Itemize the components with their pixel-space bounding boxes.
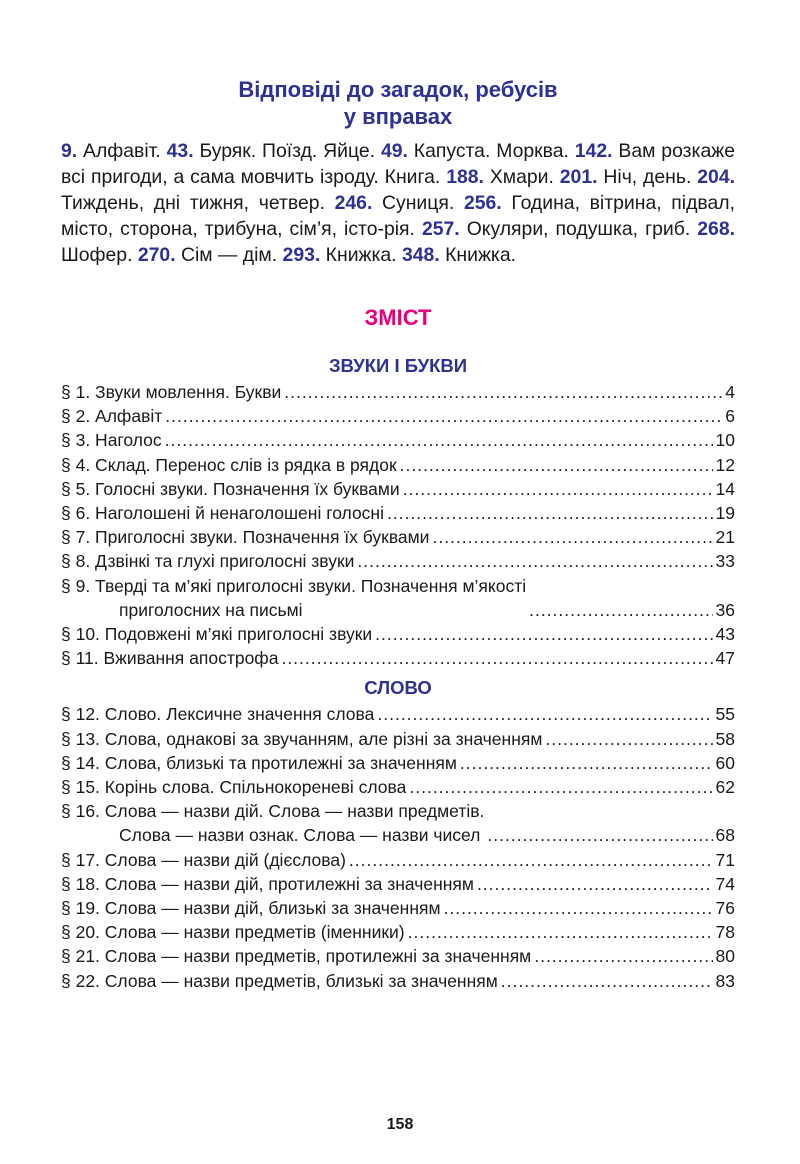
toc-page-number: 60 bbox=[715, 752, 735, 773]
answers-heading-line-2: у вправах bbox=[343, 104, 453, 129]
toc-entry[interactable] bbox=[61, 453, 735, 477]
toc-entry[interactable] bbox=[61, 727, 735, 751]
toc-page-number: 43 bbox=[715, 624, 735, 645]
toc-entry[interactable] bbox=[61, 920, 735, 944]
toc-leader-dots bbox=[349, 848, 713, 872]
toc-entry-title-line: § 18. Слова — назви дій, протилежні за значенням bbox=[61, 873, 474, 894]
toc-entry[interactable] bbox=[61, 969, 735, 993]
toc-entry[interactable] bbox=[61, 428, 735, 452]
toc-page-number: 21 bbox=[715, 527, 735, 548]
answer-number: 257. bbox=[421, 218, 460, 240]
toc-entry-title-line: § 21. Слова — назви предметів, протилежні за значенням bbox=[61, 946, 532, 967]
answer-text: Буряк. Поїзд. Яйце. bbox=[193, 140, 381, 162]
toc-page-number: 4 bbox=[725, 382, 735, 402]
toc-entry[interactable] bbox=[61, 702, 735, 726]
toc-entry-title-line: § 11. Вживання апострофа bbox=[61, 648, 279, 669]
toc-leader-dots bbox=[460, 751, 713, 775]
toc-leader-dots bbox=[529, 598, 712, 622]
answer-number: 268. bbox=[697, 218, 735, 240]
answer-number: 246. bbox=[334, 192, 373, 214]
toc-leader-dots bbox=[357, 549, 712, 573]
toc-entry[interactable] bbox=[61, 896, 735, 920]
toc-page-number: 47 bbox=[715, 648, 735, 669]
answer-text: Книжка. bbox=[320, 244, 402, 266]
toc-entry-title bbox=[61, 799, 484, 847]
toc-entry-title bbox=[61, 848, 346, 872]
answer-number: 9. bbox=[61, 140, 78, 162]
toc-leader-dots bbox=[284, 380, 722, 404]
toc-page-number: 68 bbox=[715, 825, 735, 846]
toc-entry-title-line: § 13. Слова, однакові за звучанням, але різні за значенням bbox=[61, 728, 543, 749]
toc-page-number: 6 bbox=[725, 406, 735, 427]
toc-entry-title-line: § 17. Слова — назви дій (дієслова) bbox=[61, 849, 346, 870]
answer-number: 270. bbox=[137, 244, 176, 266]
toc-leader-dots bbox=[408, 920, 713, 944]
answer-number: 201. bbox=[559, 166, 598, 188]
toc-leader-dots bbox=[281, 646, 712, 670]
toc-entry-title-line: § 16. Слова — назви дій. Слова — назви предметів. bbox=[61, 801, 485, 822]
toc-entry[interactable] bbox=[61, 848, 735, 872]
toc-page-number: 76 bbox=[715, 898, 735, 919]
answer-number: 256. bbox=[463, 192, 502, 214]
toc-entry[interactable] bbox=[61, 574, 735, 622]
answers-heading-line-1: Відповіді до загадок, ребусів bbox=[238, 77, 558, 102]
toc-entry[interactable] bbox=[61, 477, 735, 501]
answer-text: Шофер. bbox=[61, 244, 138, 266]
toc-entry-title bbox=[61, 574, 526, 622]
answer-text: Тиждень, дні тижня, четвер. bbox=[61, 192, 335, 214]
toc-entry-title bbox=[61, 477, 400, 501]
toc-entry-title bbox=[61, 501, 384, 525]
toc-entry-title bbox=[61, 549, 354, 573]
toc-entry-title bbox=[61, 404, 162, 428]
toc-leader-dots bbox=[165, 428, 713, 452]
toc-entry[interactable] bbox=[61, 775, 735, 799]
toc-entry-title-line: § 4. Склад. Перенос слів із рядка в рядок bbox=[61, 454, 397, 475]
toc-entry-title bbox=[61, 727, 542, 751]
toc-page-number: 78 bbox=[715, 922, 735, 943]
toc-leader-dots bbox=[377, 702, 712, 726]
toc-entry-title bbox=[61, 920, 405, 944]
toc-entry-title bbox=[61, 380, 281, 404]
toc-entry-title-line: § 19. Слова — назви дій, близькі за значенням bbox=[61, 898, 441, 919]
answer-text: Ніч, день. bbox=[597, 166, 698, 188]
toc-entry-title-continuation: Слова — назви ознак. Слова — назви чисел bbox=[119, 825, 481, 846]
toc-leader-dots bbox=[487, 823, 712, 847]
toc-leader-dots bbox=[477, 872, 713, 896]
toc-entry-title bbox=[61, 525, 429, 549]
toc-leader-dots bbox=[444, 896, 713, 920]
toc-page-number: 80 bbox=[715, 946, 735, 967]
toc-entry-title bbox=[61, 751, 457, 775]
answer-number: 293. bbox=[282, 244, 321, 266]
toc-entry-title-line: § 2. Алфавіт bbox=[61, 406, 163, 427]
toc-entry-title-line: § 15. Корінь слова. Спільнокореневі слова bbox=[61, 777, 407, 798]
contents-title: ЗМІСТ bbox=[364, 305, 432, 330]
toc-entry-title bbox=[61, 775, 406, 799]
toc-entry-title-line: § 20. Слова — назви предметів (іменники) bbox=[61, 922, 405, 943]
toc-entry-title bbox=[61, 646, 278, 670]
section-title-word: СЛОВО bbox=[364, 677, 432, 699]
toc-page-number: 55 bbox=[715, 704, 735, 725]
toc-entry-title-continuation: приголосних на письмі bbox=[119, 599, 303, 620]
toc-entry-title-line: § 1. Звуки мовлення. Букви bbox=[61, 382, 282, 402]
toc-leader-dots bbox=[545, 727, 712, 751]
toc-entry-title bbox=[61, 702, 374, 726]
toc-entry[interactable] bbox=[61, 622, 735, 646]
answer-text: Книжка. bbox=[439, 244, 516, 266]
toc-page-number: 62 bbox=[715, 777, 735, 798]
toc-entry-title-line: § 6. Наголошені й ненаголошені голосні bbox=[61, 503, 384, 524]
toc-entry-title bbox=[61, 622, 372, 646]
toc-entry[interactable] bbox=[61, 646, 735, 670]
toc-page-number: 74 bbox=[715, 873, 735, 894]
answers-heading bbox=[61, 76, 735, 130]
toc-entry-title bbox=[61, 872, 474, 896]
toc-leader-dots bbox=[165, 404, 722, 428]
toc-list-word bbox=[61, 702, 735, 992]
toc-entry-title-line: § 14. Слова, близькі та протилежні за значенням bbox=[61, 752, 457, 773]
answer-text: Сім — дім. bbox=[175, 244, 283, 266]
toc-page-number: 36 bbox=[715, 599, 735, 620]
toc-entry[interactable] bbox=[61, 380, 735, 404]
answer-number: 188. bbox=[446, 166, 484, 188]
answer-text: Окуляри, подушка, гриб. bbox=[459, 218, 698, 240]
toc-leader-dots bbox=[387, 501, 713, 525]
answer-number: 43. bbox=[166, 140, 194, 162]
toc-leader-dots bbox=[403, 477, 713, 501]
toc-entry-title bbox=[61, 453, 397, 477]
page-number: 158 bbox=[386, 1116, 414, 1133]
toc-entry-title-line: § 9. Тверді та м’які приголосні звуки. Позначення м’якості bbox=[61, 575, 527, 596]
toc-leader-dots bbox=[400, 453, 713, 477]
toc-entry-title bbox=[61, 428, 162, 452]
toc-leader-dots bbox=[432, 525, 712, 549]
answer-text: Суниця. bbox=[372, 192, 464, 214]
answer-text: Хмари. bbox=[483, 166, 560, 188]
toc-leader-dots bbox=[501, 969, 713, 993]
answer-number: 49. bbox=[380, 140, 408, 162]
toc-entry[interactable] bbox=[61, 525, 735, 549]
toc-entry-title-line: § 22. Слова — назви предметів, близькі за значенням bbox=[61, 970, 498, 991]
toc-entry[interactable] bbox=[61, 549, 735, 573]
toc-entry[interactable] bbox=[61, 872, 735, 896]
toc-page-number: 58 bbox=[715, 728, 735, 749]
toc-leader-dots bbox=[375, 622, 712, 646]
toc-entry-title bbox=[61, 944, 531, 968]
toc-page-number: 14 bbox=[715, 478, 735, 499]
answer-text: Алфавіт. bbox=[77, 140, 167, 162]
toc-entry-title bbox=[61, 896, 441, 920]
toc-entry-title-line: § 5. Голосні звуки. Позначення їх буквами bbox=[61, 478, 400, 499]
toc-leader-dots bbox=[409, 775, 712, 799]
answer-number: 142. bbox=[574, 140, 613, 162]
toc-leader-dots bbox=[534, 944, 712, 968]
toc-entry[interactable] bbox=[61, 404, 735, 428]
answers-paragraph bbox=[61, 138, 735, 268]
toc-entry[interactable] bbox=[61, 501, 735, 525]
toc-entry[interactable] bbox=[61, 799, 735, 847]
toc-entry-title-line: § 10. Подовжені м’які приголосні звуки bbox=[61, 624, 373, 645]
toc-page-number: 71 bbox=[715, 849, 735, 870]
toc-entry-title-line: § 7. Приголосні звуки. Позначення їх буквами bbox=[61, 527, 430, 548]
answer-text: Капуста. Морква. bbox=[407, 140, 575, 162]
toc-page-number: 83 bbox=[715, 970, 735, 991]
toc-page-number: 33 bbox=[715, 551, 735, 572]
toc-page-number: 12 bbox=[715, 454, 735, 475]
answer-text: Вам розкаже всі пригоди, а сама мовчить ізроду. Книга. bbox=[61, 140, 735, 188]
page-content bbox=[61, 76, 735, 993]
toc-entry-title bbox=[61, 969, 498, 993]
toc-list-sounds-letters bbox=[61, 380, 735, 670]
toc-entry[interactable] bbox=[61, 751, 735, 775]
toc-entry[interactable] bbox=[61, 944, 735, 968]
answer-number: 348. bbox=[401, 244, 440, 266]
section-title-sounds-letters: ЗВУКИ І БУКВИ bbox=[328, 355, 468, 376]
toc-page-number: 19 bbox=[715, 503, 735, 524]
answer-text: Година, вітрина, підвал, місто, сторона, трибуна, сім’я, істо-рія. bbox=[61, 192, 735, 240]
answer-number: 204. bbox=[697, 166, 735, 188]
toc-page-number: 10 bbox=[715, 430, 735, 451]
toc-entry-title-line: § 8. Дзвінкі та глухі приголосні звуки bbox=[61, 551, 355, 572]
toc-entry-title-line: § 3. Наголос bbox=[61, 430, 162, 451]
toc-entry-title-line: § 12. Слово. Лексичне значення слова bbox=[61, 704, 375, 725]
